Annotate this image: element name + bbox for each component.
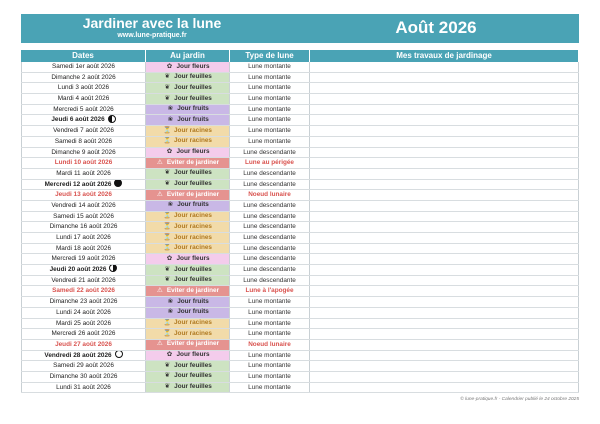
moon-type-cell: Lune montante — [230, 361, 310, 371]
date-cell — [21, 233, 146, 243]
garden-label: Jour racines — [173, 319, 212, 326]
notes-cell[interactable] — [310, 115, 579, 125]
moon-type-cell: Lune au périgée — [230, 158, 310, 168]
calendar-table — [21, 62, 579, 393]
date-text: Mardi 11 août 2026 — [56, 169, 111, 177]
garden-cell — [146, 361, 230, 371]
leaf-icon: ❦ — [164, 276, 170, 284]
moon-type-cell: Lune montante — [230, 126, 310, 136]
moon-type-cell: Lune montante — [230, 372, 310, 382]
leaf-icon: ❦ — [164, 180, 170, 188]
garden-label: Jour racines — [173, 222, 212, 230]
table-row — [21, 190, 579, 201]
table-row — [21, 105, 579, 116]
moon-type-cell: Lune montante — [230, 297, 310, 307]
date-cell — [21, 329, 146, 339]
garden-label: Eviter de jardiner — [166, 286, 220, 294]
table-row — [21, 201, 579, 212]
table-row — [21, 126, 579, 137]
notes-cell[interactable] — [310, 137, 579, 147]
moon-type-cell: Lune descendante — [230, 265, 310, 275]
garden-label: Jour fleurs — [176, 148, 210, 155]
notes-cell[interactable] — [310, 62, 579, 72]
garden-label: Jour feuilles — [174, 265, 212, 273]
notes-cell[interactable] — [310, 340, 579, 350]
moon-type-cell: Lune montante — [230, 105, 310, 115]
garden-label: Jour fruits — [177, 115, 209, 123]
notes-cell[interactable] — [310, 244, 579, 254]
moon-type-cell: Lune descendante — [230, 222, 310, 232]
notes-cell[interactable] — [310, 265, 579, 275]
column-header-dates: Dates — [21, 50, 146, 62]
garden-cell — [146, 94, 230, 104]
date-text: Samedi 15 août 2026 — [53, 212, 114, 220]
header-banner — [21, 14, 579, 43]
moon-type-cell: Lune descendante — [230, 201, 310, 211]
garden-cell — [146, 212, 230, 222]
table-row — [21, 340, 579, 351]
garden-cell — [146, 329, 230, 339]
date-cell — [21, 351, 146, 361]
table-row — [21, 94, 579, 105]
flower-icon: ✿ — [166, 254, 173, 262]
warning-icon: ⚠ — [156, 340, 163, 348]
moon-phase-first-icon — [109, 265, 117, 272]
moon-type-cell: Noeud lunaire — [230, 340, 310, 350]
date-cell — [21, 297, 146, 307]
garden-label: Jour fruits — [177, 105, 209, 113]
moon-phase-new-icon — [114, 180, 122, 187]
garden-label: Jour feuilles — [174, 73, 212, 81]
garden-cell — [146, 319, 230, 329]
moon-type-cell: Lune descendante — [230, 244, 310, 254]
moon-type-cell: Lune descendante — [230, 233, 310, 243]
garden-label: Jour racines — [173, 329, 212, 337]
date-cell — [21, 169, 146, 179]
garden-cell — [146, 73, 230, 83]
leaf-icon: ❦ — [164, 265, 170, 273]
date-cell — [21, 105, 146, 115]
table-row — [21, 383, 579, 394]
date-cell — [21, 126, 146, 136]
notes-cell[interactable] — [310, 190, 579, 200]
garden-label: Jour fleurs — [176, 254, 210, 262]
table-row — [21, 169, 579, 180]
leaf-icon: ❦ — [164, 83, 170, 91]
date-text: Vendredi 21 août 2026 — [51, 276, 116, 284]
garden-label: Jour racines — [173, 233, 212, 241]
date-cell — [21, 222, 146, 232]
notes-cell[interactable] — [310, 351, 579, 361]
date-cell — [21, 190, 146, 200]
date-text: Jeudi 13 août 2026 — [55, 191, 112, 199]
date-cell — [21, 276, 146, 286]
table-row — [21, 148, 579, 159]
garden-label: Jour feuilles — [174, 94, 212, 102]
root-icon: ⏳ — [162, 233, 172, 241]
garden-label: Jour feuilles — [174, 361, 212, 369]
date-text: Lundi 3 août 2026 — [57, 84, 110, 92]
leaf-icon: ❦ — [164, 73, 170, 81]
notes-cell[interactable] — [310, 105, 579, 115]
notes-cell[interactable] — [310, 180, 579, 190]
date-text: Lundi 31 août 2026 — [56, 383, 111, 391]
date-cell — [21, 265, 146, 275]
moon-type-cell: Lune montante — [230, 62, 310, 72]
table-row — [21, 244, 579, 255]
table-row — [21, 83, 579, 94]
column-header-moon-type: Type de lune — [230, 50, 310, 62]
fruit-icon: ❀ — [167, 115, 173, 123]
table-row — [21, 372, 579, 383]
date-text: Samedi 29 août 2026 — [53, 362, 114, 370]
notes-cell[interactable] — [310, 212, 579, 222]
root-icon: ⏳ — [162, 244, 172, 252]
warning-icon: ⚠ — [156, 286, 163, 294]
date-cell — [21, 340, 146, 350]
date-text: Vendredi 7 août 2026 — [53, 127, 114, 135]
date-cell — [21, 286, 146, 296]
date-text: Lundi 17 août 2026 — [56, 234, 111, 241]
moon-type-cell: Lune descendante — [230, 148, 310, 158]
warning-icon: ⚠ — [156, 158, 163, 166]
table-row — [21, 286, 579, 297]
garden-label: Jour feuilles — [174, 169, 212, 177]
site-link[interactable]: www.lune-pratique.fr — [117, 32, 187, 39]
garden-label: Jour feuilles — [174, 180, 212, 188]
notes-cell[interactable] — [310, 126, 579, 136]
moon-type-cell: Lune à l'apogée — [230, 286, 310, 296]
date-cell — [21, 158, 146, 168]
garden-cell — [146, 308, 230, 318]
garden-cell — [146, 244, 230, 254]
leaf-icon: ❦ — [164, 383, 170, 391]
garden-cell — [146, 105, 230, 115]
notes-cell[interactable] — [310, 169, 579, 179]
date-cell — [21, 361, 146, 371]
garden-cell — [146, 351, 230, 361]
garden-cell — [146, 126, 230, 136]
column-header-garden: Au jardin — [146, 50, 230, 62]
date-text: Mercredi 5 août 2026 — [53, 105, 114, 113]
notes-cell[interactable] — [310, 319, 579, 329]
moon-type-cell: Lune montante — [230, 383, 310, 393]
page-title: Jardiner avec la lune — [82, 15, 222, 31]
moon-type-cell: Lune montante — [230, 319, 310, 329]
garden-label: Jour racines — [173, 212, 212, 220]
garden-label: Eviter de jardiner — [166, 190, 220, 198]
garden-cell — [146, 158, 230, 168]
garden-cell — [146, 148, 230, 158]
date-text: Samedi 1er août 2026 — [52, 63, 115, 70]
garden-cell — [146, 254, 230, 264]
notes-cell[interactable] — [310, 201, 579, 211]
date-cell — [21, 319, 146, 329]
moon-type-cell: Lune montante — [230, 115, 310, 125]
date-text: Lundi 10 août 2026 — [54, 159, 113, 167]
notes-cell[interactable] — [310, 297, 579, 307]
footer-credit: © lune-pratique.fr - Calendrier publié le 24 octobre 2025 — [460, 397, 579, 402]
garden-label: Jour racines — [173, 244, 212, 252]
garden-label: Jour fruits — [177, 201, 209, 209]
table-row — [21, 73, 579, 84]
date-text: Dimanche 23 août 2026 — [49, 298, 118, 306]
table-row — [21, 361, 579, 372]
moon-type-cell: Lune descendante — [230, 169, 310, 179]
root-icon: ⏳ — [162, 137, 172, 145]
date-cell — [21, 94, 146, 104]
fruit-icon: ❀ — [167, 105, 173, 113]
date-cell — [21, 372, 146, 382]
date-text: Jeudi 27 août 2026 — [55, 340, 112, 348]
moon-type-cell: Noeud lunaire — [230, 190, 310, 200]
root-icon: ⏳ — [162, 222, 172, 230]
moon-type-cell: Lune montante — [230, 308, 310, 318]
garden-cell — [146, 297, 230, 307]
month-title: Août 2026 — [395, 18, 477, 37]
moon-type-cell: Lune descendante — [230, 254, 310, 264]
garden-cell — [146, 276, 230, 286]
date-text: Jeudi 20 août 2026 — [49, 266, 107, 274]
garden-label: Jour feuilles — [174, 83, 212, 91]
garden-cell — [146, 201, 230, 211]
flower-icon: ✿ — [166, 351, 173, 359]
date-text: Lundi 24 août 2026 — [56, 308, 111, 316]
notes-cell[interactable] — [310, 83, 579, 93]
root-icon: ⏳ — [162, 319, 172, 326]
moon-type-cell: Lune montante — [230, 329, 310, 339]
garden-cell — [146, 137, 230, 147]
garden-label: Jour feuilles — [174, 372, 212, 380]
date-cell — [21, 137, 146, 147]
table-row — [21, 265, 579, 276]
garden-cell — [146, 180, 230, 190]
table-row — [21, 212, 579, 223]
garden-cell — [146, 83, 230, 93]
garden-label: Jour racines — [173, 126, 212, 134]
notes-cell[interactable] — [310, 383, 579, 393]
notes-cell[interactable] — [310, 308, 579, 318]
date-text: Jeudi 6 août 2026 — [51, 116, 105, 124]
leaf-icon: ❦ — [164, 94, 170, 102]
moon-type-cell: Lune montante — [230, 73, 310, 83]
table-row — [21, 137, 579, 148]
garden-label: Jour fleurs — [176, 351, 210, 359]
date-cell — [21, 244, 146, 254]
garden-label: Jour fruits — [177, 297, 209, 305]
date-text: Dimanche 30 août 2026 — [49, 372, 118, 380]
garden-cell — [146, 383, 230, 393]
notes-cell[interactable] — [310, 286, 579, 296]
moon-type-cell: Lune montante — [230, 94, 310, 104]
garden-cell — [146, 340, 230, 350]
flower-icon: ✿ — [166, 148, 173, 155]
date-cell — [21, 62, 146, 72]
date-text: Mardi 18 août 2026 — [55, 244, 112, 252]
table-row — [21, 351, 579, 362]
notes-cell[interactable] — [310, 361, 579, 371]
date-text: Samedi 8 août 2026 — [54, 137, 113, 145]
moon-type-cell: Lune descendante — [230, 180, 310, 190]
date-text: Vendredi 14 août 2026 — [51, 201, 116, 209]
date-text: Mardi 25 août 2026 — [55, 319, 112, 327]
garden-label: Jour feuilles — [174, 276, 212, 284]
notes-cell[interactable] — [310, 73, 579, 83]
table-row — [21, 180, 579, 191]
fruit-icon: ❀ — [167, 308, 173, 316]
garden-cell — [146, 222, 230, 232]
table-row — [21, 115, 579, 126]
date-text: Vendredi 28 août 2026 — [44, 351, 112, 359]
date-text: Dimanche 2 août 2026 — [51, 73, 116, 81]
date-cell — [21, 148, 146, 158]
garden-label: Jour fleurs — [176, 62, 210, 70]
date-cell — [21, 308, 146, 318]
notes-cell[interactable] — [310, 329, 579, 339]
date-cell — [21, 212, 146, 222]
garden-label: Jour feuilles — [174, 383, 212, 391]
table-row — [21, 233, 579, 244]
table-row — [21, 222, 579, 233]
moon-phase-full-icon — [115, 351, 123, 358]
fruit-icon: ❀ — [167, 201, 173, 209]
garden-label: Jour racines — [173, 137, 212, 145]
column-header-notes: Mes travaux de jardinage — [310, 50, 579, 62]
table-header — [21, 50, 579, 62]
garden-cell — [146, 62, 230, 72]
notes-cell[interactable] — [310, 276, 579, 286]
leaf-icon: ❦ — [164, 169, 170, 177]
garden-label: Eviter de jardiner — [166, 158, 220, 166]
moon-phase-last-icon — [108, 115, 116, 122]
table-row — [21, 254, 579, 265]
notes-cell[interactable] — [310, 148, 579, 158]
root-icon: ⏳ — [162, 126, 172, 134]
leaf-icon: ❦ — [164, 372, 170, 380]
warning-icon: ⚠ — [156, 190, 163, 198]
date-text: Mercredi 26 août 2026 — [51, 330, 116, 338]
notes-cell[interactable] — [310, 372, 579, 382]
moon-type-cell: Lune montante — [230, 137, 310, 147]
garden-cell — [146, 286, 230, 296]
table-row — [21, 62, 579, 73]
garden-label: Eviter de jardiner — [166, 340, 220, 348]
date-text: Dimanche 16 août 2026 — [49, 223, 118, 231]
fruit-icon: ❀ — [167, 297, 173, 305]
date-text: Samedi 22 août 2026 — [52, 287, 115, 295]
notes-cell[interactable] — [310, 254, 579, 264]
garden-cell — [146, 265, 230, 275]
flower-icon: ✿ — [166, 62, 173, 70]
garden-cell — [146, 190, 230, 200]
date-cell — [21, 83, 146, 93]
garden-label: Jour fruits — [177, 308, 209, 316]
leaf-icon: ❦ — [164, 361, 170, 369]
moon-type-cell: Lune descendante — [230, 212, 310, 222]
garden-cell — [146, 233, 230, 243]
date-text: Mardi 4 août 2026 — [57, 95, 110, 103]
garden-cell — [146, 169, 230, 179]
date-cell — [21, 180, 146, 190]
notes-cell[interactable] — [310, 158, 579, 168]
table-row — [21, 308, 579, 319]
moon-type-cell: Lune descendante — [230, 276, 310, 286]
notes-cell[interactable] — [310, 233, 579, 243]
table-row — [21, 297, 579, 308]
table-row — [21, 276, 579, 287]
date-cell — [21, 254, 146, 264]
date-text: Dimanche 9 août 2026 — [51, 148, 116, 156]
moon-type-cell: Lune montante — [230, 83, 310, 93]
notes-cell[interactable] — [310, 94, 579, 104]
root-icon: ⏳ — [162, 212, 172, 220]
date-cell — [21, 115, 146, 125]
table-row — [21, 319, 579, 330]
table-row — [21, 329, 579, 340]
garden-cell — [146, 115, 230, 125]
date-cell — [21, 201, 146, 211]
date-text: Mercredi 12 août 2026 — [44, 180, 112, 188]
date-cell — [21, 73, 146, 83]
table-row — [21, 158, 579, 169]
moon-type-cell: Lune montante — [230, 351, 310, 361]
notes-cell[interactable] — [310, 222, 579, 232]
root-icon: ⏳ — [162, 329, 172, 337]
date-cell — [21, 383, 146, 393]
garden-cell — [146, 372, 230, 382]
date-text: Mercredi 19 août 2026 — [51, 255, 116, 263]
